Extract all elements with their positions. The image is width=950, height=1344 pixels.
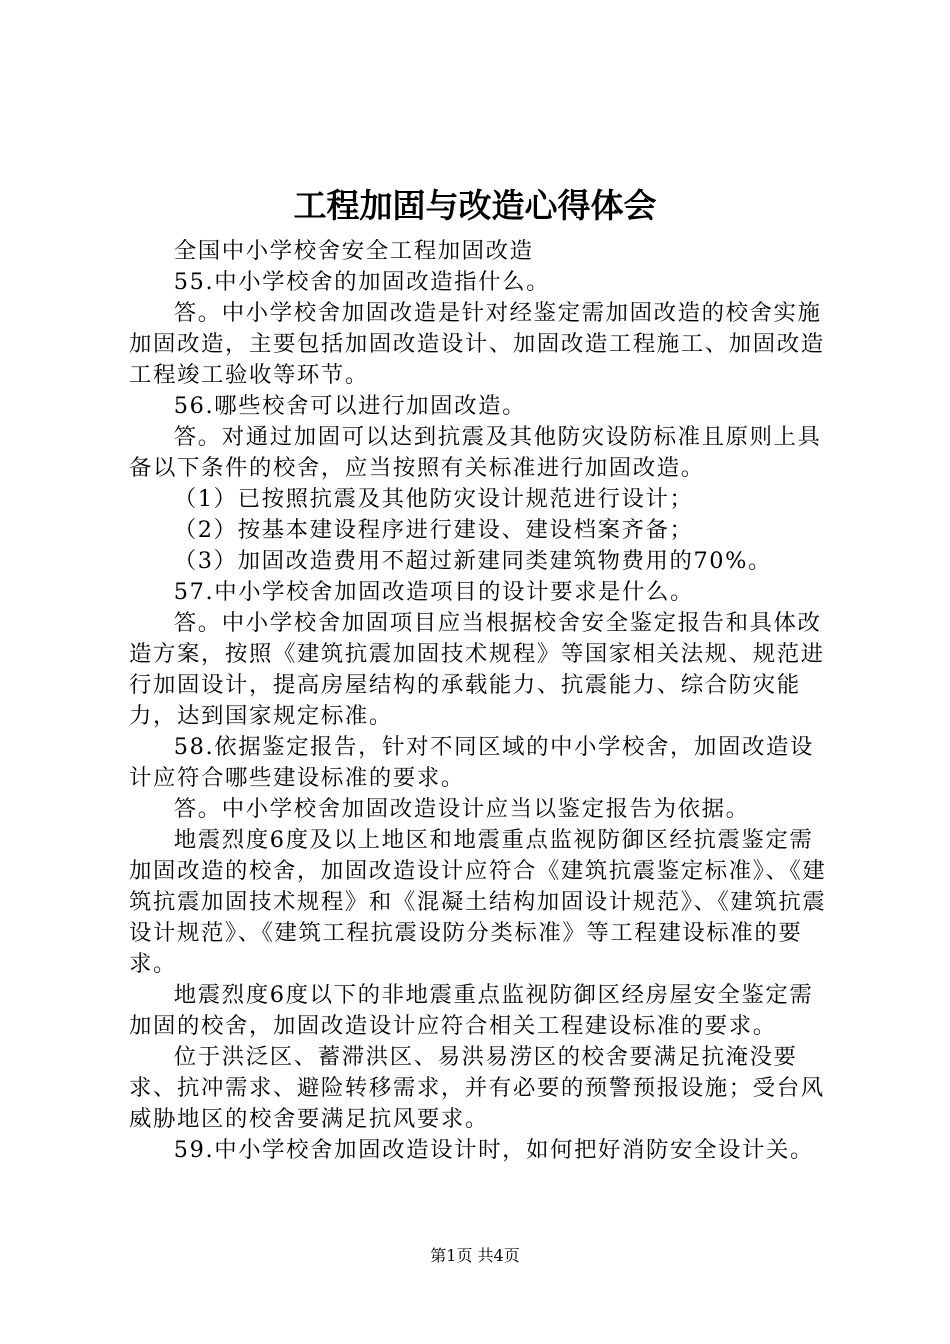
page-footer: 第1页 共4页 <box>430 1246 520 1265</box>
paragraph: 59.中小学校舍加固改造设计时，如何把好消防安全设计关。 <box>173 1137 814 1163</box>
page-title: 工程加固与改造心得体会 <box>293 186 657 225</box>
document-body <box>129 236 834 1166</box>
paragraph: 答。中小学校舍加固改造设计应当以鉴定报告为依据。 <box>173 796 750 822</box>
paragraph: 全国中小学校舍安全工程加固改造 <box>173 238 534 264</box>
paragraph: （2）按基本建设程序进行建设、建设档案齐备； <box>173 517 694 543</box>
paragraph: 57.中小学校舍加固改造项目的设计要求是什么。 <box>173 579 695 605</box>
paragraph: 地震烈度6度及以上地区和地震重点监视防御区经抗震鉴定需加固改造的校舍，加固改造设计应符合《建筑抗震鉴定标准》、《建筑抗震加固技术规程》和《混凝土结构加固设计规范》、《建筑抗震设计规范》、《建筑工程抗震设防分类标准》等工程建设标准的要求。 <box>129 827 827 977</box>
paragraph: 位于洪泛区、蓄滞洪区、易洪易涝区的校舍要满足抗淹没要求、抗冲需求、避险转移需求，并有必要的预警预报设施；受台风威胁地区的校舍要满足抗风要求。 <box>129 1044 825 1132</box>
paragraph: 答。对通过加固可以达到抗震及其他防灾设防标准且原则上具备以下条件的校舍，应当按照有关标准进行加固改造。 <box>129 424 822 481</box>
paragraph: 地震烈度6度以下的非地震重点监视防御区经房屋安全鉴定需加固的校舍，加固改造设计应符合相关工程建设标准的要求。 <box>129 982 814 1039</box>
paragraph: 56.哪些校舍可以进行加固改造。 <box>173 393 527 419</box>
paragraph: 58.依据鉴定报告，针对不同区域的中小学校舍，加固改造设计应符合哪些建设标准的要求。 <box>129 734 814 791</box>
paragraph: （1）已按照抗震及其他防灾设计规范进行设计； <box>173 486 694 512</box>
paragraph: 答。中小学校舍加固项目应当根据校舍安全鉴定报告和具体改造方案，按照《建筑抗震加固技术规程》等国家相关法规、规范进行加固设计，提高房屋结构的承载能力、抗震能力、综合防灾能力，达到国家规定标准。 <box>129 610 825 729</box>
paragraph: 55.中小学校舍的加固改造指什么。 <box>173 269 551 295</box>
paragraph: （3）加固改造费用不超过新建同类建筑物费用的70%。 <box>173 548 773 574</box>
paragraph: 答。中小学校舍加固改造是针对经鉴定需加固改造的校舍实施加固改造，主要包括加固改造设计、加固改造工程施工、加固改造工程竣工验收等环节。 <box>129 300 825 388</box>
